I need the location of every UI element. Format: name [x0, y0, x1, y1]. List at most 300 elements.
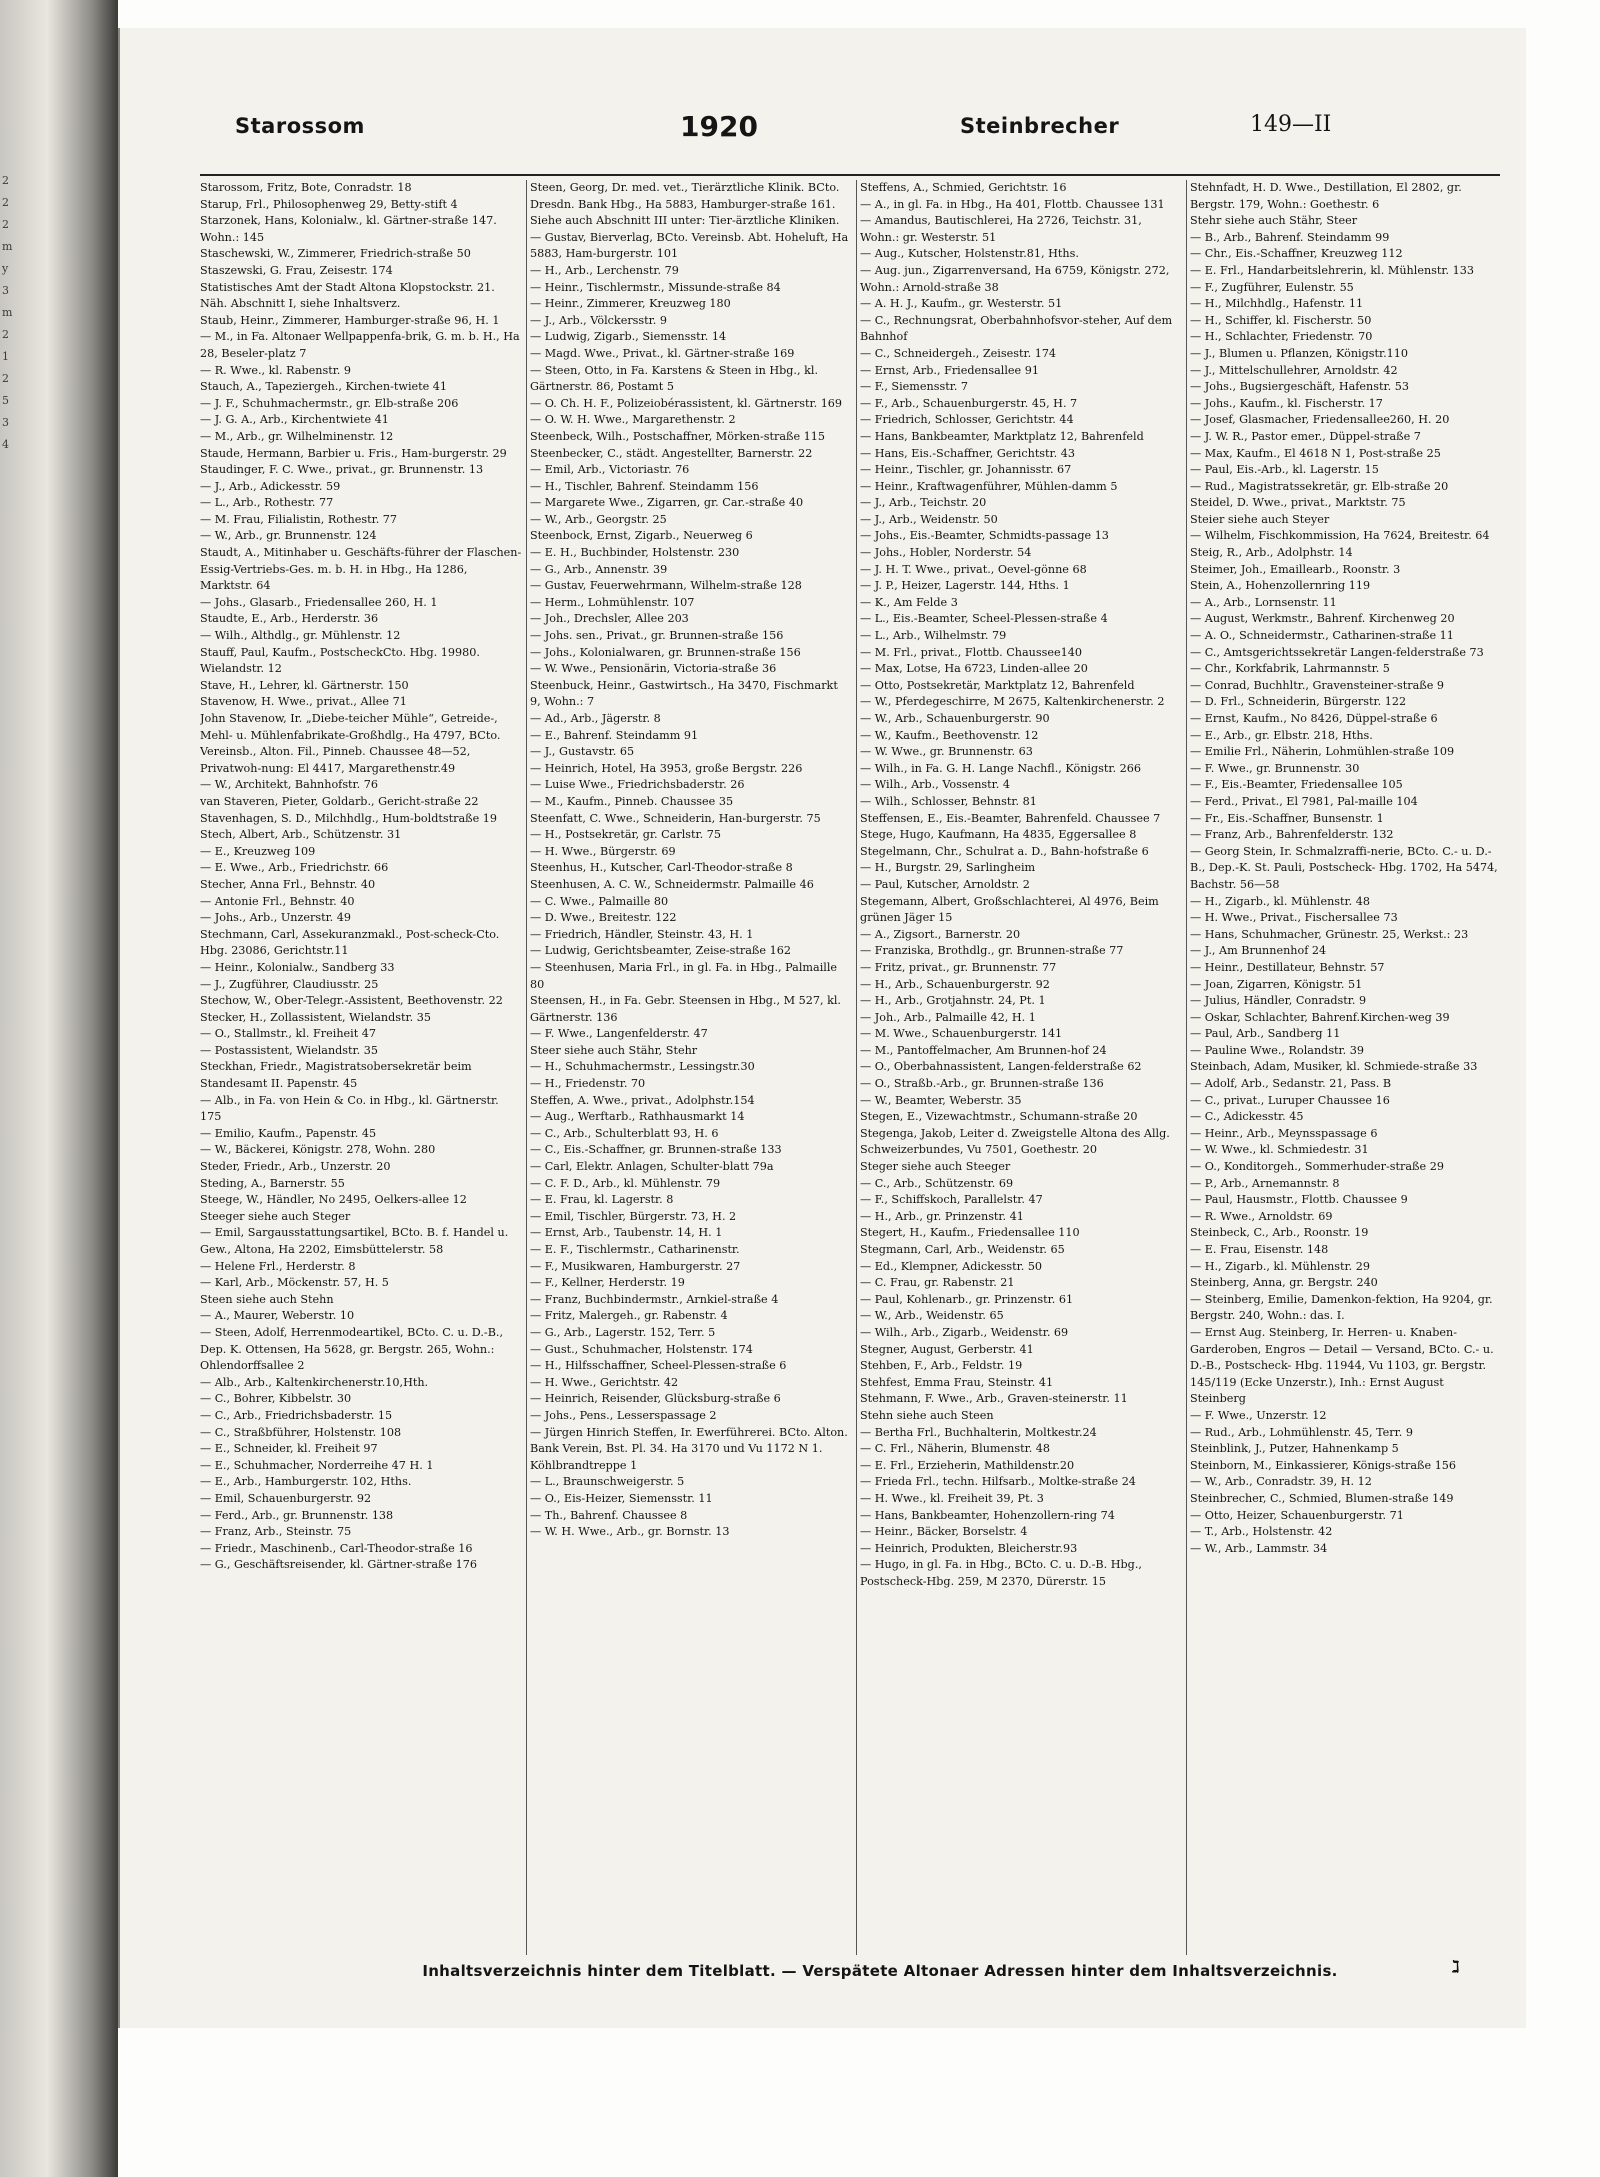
directory-entry: — Oskar, Schlachter, Bahrenf.Kirchen-weg 39 — [1190, 1010, 1450, 1024]
directory-entry: — Herm., Lohmühlenstr. 107 — [530, 595, 695, 609]
directory-entry: — Alb., in Fa. von Hein & Co. in Hbg., kl. Gärtnerstr. 175 — [200, 1093, 499, 1124]
directory-entry: Stegert, H., Kaufm., Friedensallee 110 — [860, 1226, 1080, 1240]
directory-entry: — Ernst Aug. Steinberg, Ir. Herren- u. Knaben-Garderoben, Engros — Detail — Versand, BCto. C.- u. D.-B., Postscheck- Hbg. 11944, Vu 1103, gr. Bergstr. 145/119 (Ecke Unzerstr.), Inh.: Ernst August Steinberg — [1190, 1325, 1494, 1406]
directory-entry: Steinberg, Anna, gr. Bergstr. 240 — [1190, 1276, 1378, 1290]
directory-entry: — W., Architekt, Bahnhofstr. 76 — [200, 778, 379, 792]
directory-entry: — Conrad, Buchhltr., Gravensteiner-straße 9 — [1190, 678, 1445, 692]
directory-entry: — Hans, Eis.-Schaffner, Gerichtstr. 43 — [860, 446, 1076, 460]
directory-entry: Steeger siehe auch Steger — [200, 1209, 351, 1223]
directory-entry: — M., Kaufm., Pinneb. Chaussee 35 — [530, 794, 734, 808]
directory-entry: Stehn siehe auch Steen — [860, 1408, 994, 1422]
directory-entry: — E. Frl., Handarbeitslehrerin, kl. Mühlenstr. 133 — [1190, 263, 1474, 277]
directory-entry: Steimer, Joh., Emaillearb., Roonstr. 3 — [1190, 562, 1401, 576]
directory-entry: Steffensen, E., Eis.-Beamter, Bahrenfeld. Chaussee 7 — [860, 811, 1161, 825]
directory-entry: — Heinrich, Reisender, Glücksburg-straße 6 — [530, 1392, 781, 1406]
directory-entry: — Heinr., Tischler, gr. Johannisstr. 67 — [860, 463, 1072, 477]
directory-entry: — A., Zigsort., Barnerstr. 20 — [860, 927, 1021, 941]
directory-entry: — J., Arb., Weidenstr. 50 — [860, 512, 998, 526]
directory-entry: Steenhus, H., Kutscher, Carl-Theodor-straße 8 — [530, 861, 793, 875]
directory-entry: — Wilh., in Fa. G. H. Lange Nachfl., Königstr. 266 — [860, 761, 1141, 775]
gutter-fragment: 5 — [2, 394, 9, 407]
directory-entry: Staudt, A., Mitinhaber u. Geschäfts-führer der Flaschen-Essig-Vertriebs-Ges. m. b. H. in Hbg., Ha 1286, Marktstr. 64 — [200, 546, 522, 593]
directory-entry: — Emilio, Kaufm., Papenstr. 45 — [200, 1126, 377, 1140]
directory-entry: — J., Mittelschullehrer, Arnoldstr. 42 — [1190, 363, 1398, 377]
directory-entry: — P., Arb., Arnemannstr. 8 — [1190, 1176, 1340, 1190]
directory-entry: — M. Wwe., Schauenburgerstr. 141 — [860, 1027, 1063, 1041]
directory-entry: — A., in gl. Fa. in Hbg., Ha 401, Flottb. Chaussee 131 — [860, 197, 1165, 211]
directory-entry: — Aug. jun., Zigarrenversand, Ha 6759, Königstr. 272, Wohn.: Arnold-straße 38 — [860, 263, 1170, 294]
directory-entry: — M. Frau, Filialistin, Rothestr. 77 — [200, 512, 398, 526]
directory-entry: — Emilie Frl., Näherin, Lohmühlen-straße 109 — [1190, 745, 1455, 759]
directory-entry: — Chr., Eis.-Schaffner, Kreuzweg 112 — [1190, 247, 1403, 261]
directory-entry: — Chr., Korkfabrik, Lahrmannstr. 5 — [1190, 662, 1390, 676]
directory-entry: — E. Frl., Erzieherin, Mathildenstr.20 — [860, 1458, 1075, 1472]
directory-entry: — Amandus, Bautischlerei, Ha 2726, Teichstr. 31, Wohn.: gr. Westerstr. 51 — [860, 214, 1142, 244]
directory-entry: — W., Arb., gr. Brunnenstr. 124 — [200, 529, 377, 543]
directory-entry: Steder, Friedr., Arb., Unzerstr. 20 — [200, 1160, 391, 1174]
directory-entry: — Adolf, Arb., Sedanstr. 21, Pass. B — [1190, 1077, 1392, 1091]
directory-entry: — Josef, Glasmacher, Friedensallee260, H. 20 — [1190, 413, 1450, 427]
directory-entry: — E., Arb., Hamburgerstr. 102, Hths. — [200, 1475, 412, 1489]
directory-entry: — J., Am Brunnenhof 24 — [1190, 944, 1327, 958]
directory-entry: — Rud., Magistratssekretär, gr. Elb-straße 20 — [1190, 479, 1449, 493]
directory-entry: — M., in Fa. Altonaer Wellpappenfa-brik, G. m. b. H., Ha 28, Beseler-platz 7 — [200, 330, 520, 360]
directory-entry: Staudte, E., Arb., Herderstr. 36 — [200, 612, 379, 626]
directory-entry: Steffens, A., Schmied, Gerichtstr. 16 — [860, 181, 1067, 194]
directory-entry: — Emil, Schauenburgerstr. 92 — [200, 1491, 372, 1505]
directory-entry: — Ferd., Arb., gr. Brunnenstr. 138 — [200, 1508, 394, 1522]
directory-entry: — Ferd., Privat., El 7981, Pal-maille 104 — [1190, 794, 1418, 808]
directory-entry: — Paul, Arb., Sandberg 11 — [1190, 1027, 1341, 1041]
directory-entry: — Johs., Pens., Lesserspassage 2 — [530, 1408, 717, 1422]
directory-entry: — R. Wwe., Arnoldstr. 69 — [1190, 1209, 1333, 1223]
directory-entry: — Heinr., Kolonialw., Sandberg 33 — [200, 960, 395, 974]
directory-entry: Steger siehe auch Steeger — [860, 1160, 1011, 1174]
gutter-fragment: y — [2, 262, 9, 275]
directory-entry: Stegelmann, Chr., Schulrat a. D., Bahn-hofstraße 6 — [860, 844, 1149, 858]
directory-entry: Steckhan, Friedr., Magistratsobersekretär beim Standesamt II. Papenstr. 45 — [200, 1060, 472, 1091]
directory-entry: Stave, H., Lehrer, kl. Gärtnerstr. 150 — [200, 678, 409, 692]
directory-entry: — M., Pantoffelmacher, Am Brunnen-hof 24 — [860, 1043, 1107, 1057]
directory-entry: — W., Arb., Lammstr. 34 — [1190, 1541, 1328, 1555]
directory-entry: — Wilh., Arb., Vossenstr. 4 — [860, 778, 1011, 792]
directory-entry: — Heinr., Destillateur, Behnstr. 57 — [1190, 960, 1385, 974]
directory-entry: — Emil, Tischler, Bürgerstr. 73, H. 2 — [530, 1209, 737, 1223]
directory-entry: — H., Arb., Grotjahnstr. 24, Pt. 1 — [860, 994, 1046, 1008]
directory-entry: — F. Wwe., Langenfelderstr. 47 — [530, 1027, 708, 1041]
directory-entry: Stavenow, H. Wwe., privat., Allee 71 — [200, 695, 407, 709]
directory-entry: John Stavenow, Ir. „Diebe-teicher Mühle“, Getreide-, Mehl- u. Mühlenfabrikate-Großhdlg., Ha 4797, BCto. Vereinsb., Alton. Fil., Pinneb. Chaussee 48—52, Privatwoh-nung: El 4417, Margarethenstr.49 — [200, 712, 501, 775]
directory-entry: — E., Arb., gr. Elbstr. 218, Hths. — [1190, 728, 1373, 742]
directory-entry: — C., Schneidergeh., Zeisestr. 174 — [860, 346, 1057, 360]
directory-entry: — M. Frl., privat., Flottb. Chaussee140 — [860, 645, 1082, 659]
directory-entry: — Steinberg, Emilie, Damenkon-fektion, Ha 9204, gr. Bergstr. 240, Wohn.: das. I. — [1190, 1292, 1493, 1323]
directory-entry: — C. Frau, gr. Rabenstr. 21 — [860, 1276, 1015, 1290]
directory-entry: — Johs., Bugsiergeschäft, Hafenstr. 53 — [1190, 380, 1409, 394]
directory-entry: — Heinr., Tischlermstr., Missunde-straße 84 — [530, 280, 781, 294]
directory-entry: — Karl, Arb., Möckenstr. 57, H. 5 — [200, 1276, 389, 1290]
directory-entry: — M., Arb., gr. Wilhelminenstr. 12 — [200, 429, 394, 443]
directory-entry: Steig, R., Arb., Adolphstr. 14 — [1190, 546, 1353, 560]
directory-entry: — G., Arb., Annenstr. 39 — [530, 562, 668, 576]
directory-entry: — O., Straßb.-Arb., gr. Brunnen-straße 136 — [860, 1077, 1104, 1091]
column-1 — [200, 180, 522, 1960]
directory-entry: — Paul, Hausmstr., Flottb. Chaussee 9 — [1190, 1193, 1408, 1207]
directory-entry: — D. Wwe., Breitestr. 122 — [530, 911, 677, 925]
directory-entry: — A., Arb., Lornsenstr. 11 — [1190, 595, 1337, 609]
column-3 — [860, 180, 1182, 1960]
directory-entry: — E. H., Buchbinder, Holstenstr. 230 — [530, 546, 740, 560]
gutter-fragment: 2 — [2, 218, 9, 231]
directory-entry: — H., Burgstr. 29, Sarlingheim — [860, 861, 1036, 875]
directory-entry: — Heinr., Arb., Meynsspassage 6 — [1190, 1126, 1378, 1140]
directory-entry: — H., Zigarb., kl. Mühlenstr. 29 — [1190, 1259, 1370, 1273]
directory-entry: Steinblink, J., Putzer, Hahnenkamp 5 — [1190, 1442, 1399, 1456]
directory-entry: — H., Schlachter, Friedenstr. 70 — [1190, 330, 1373, 344]
directory-entry: — J., Zugführer, Claudiusstr. 25 — [200, 977, 379, 991]
directory-entry: — Emil, Sargausstattungsartikel, BCto. B. f. Handel u. Gew., Altona, Ha 2202, Eimsbüttelerstr. 58 — [200, 1226, 509, 1256]
directory-entry: — H., Arb., Lerchenstr. 79 — [530, 263, 679, 277]
gutter-fragment: 2 — [2, 196, 9, 209]
column-divider — [1186, 180, 1187, 1955]
directory-entry: — Steen, Adolf, Herrenmodeartikel, BCto. C. u. D.-B., Dep. K. Ottensen, Ha 5628, gr. Bergstr. 265, Wohn.: Ohlendorffsallee 2 — [200, 1325, 504, 1373]
directory-entry: — H., Arb., Schauenburgerstr. 92 — [860, 977, 1050, 991]
directory-entry: — F., Siemensstr. 7 — [860, 380, 969, 394]
directory-entry: — Postassistent, Wielandstr. 35 — [200, 1043, 379, 1057]
directory-entry: — E. Frau, Eisenstr. 148 — [1190, 1243, 1329, 1256]
directory-entry: Staub, Heinr., Zimmerer, Hamburger-straße 96, H. 1 — [200, 313, 500, 327]
directory-entry: — Friedrich, Händler, Steinstr. 43, H. 1 — [530, 927, 754, 941]
directory-entry: — A. H. J., Kaufm., gr. Westerstr. 51 — [860, 297, 1063, 311]
directory-entry: — C., privat., Luruper Chaussee 16 — [1190, 1093, 1390, 1107]
directory-entry: Steinborn, M., Einkassierer, Königs-straße 156 — [1190, 1458, 1457, 1472]
directory-entry: — J. H. T. Wwe., privat., Oevel-gönne 68 — [860, 562, 1087, 576]
directory-entry: Steidel, D. Wwe., privat., Marktstr. 75 — [1190, 496, 1406, 510]
directory-entry: — Johs., Hobler, Norderstr. 54 — [860, 546, 1032, 560]
directory-entry: — H., Friedenstr. 70 — [530, 1077, 646, 1091]
directory-entry: — J., Arb., Völckersstr. 9 — [530, 313, 667, 327]
directory-entry: — Wilh., Schlosser, Behnstr. 81 — [860, 794, 1037, 808]
directory-entry: — W. Wwe., Pensionärin, Victoria-straße 36 — [530, 662, 777, 676]
directory-entry: — Ludwig, Zigarb., Siemensstr. 14 — [530, 330, 727, 344]
gutter-fragment: 2 — [2, 174, 9, 187]
directory-entry: Staude, Hermann, Barbier u. Fris., Ham-burgerstr. 29 — [200, 446, 507, 460]
directory-entry: — Emil, Arb., Victoriastr. 76 — [530, 463, 690, 477]
directory-entry: Stauch, A., Tapeziergeh., Kirchen-twiete 41 — [200, 380, 448, 394]
left-page-gutter — [0, 0, 118, 2177]
directory-entry: — G., Geschäftsreisender, kl. Gärtner-straße 176 — [200, 1558, 478, 1572]
directory-entry: — Ludwig, Gerichtsbeamter, Zeise-straße 162 — [530, 944, 791, 958]
directory-entry: — Heinr., Bäcker, Borselstr. 4 — [860, 1525, 1028, 1539]
directory-entry: — C. F. D., Arb., kl. Mühlenstr. 79 — [530, 1176, 721, 1190]
directory-entry: — L., Arb., Rothestr. 77 — [200, 496, 334, 510]
directory-entry: — T., Arb., Holstenstr. 42 — [1190, 1525, 1333, 1539]
directory-entry: — Helene Frl., Herderstr. 8 — [200, 1259, 356, 1273]
directory-entry: Steinbrecher, C., Schmied, Blumen-straße 149 — [1190, 1491, 1454, 1505]
directory-entry: — W., Arb., Conradstr. 39, H. 12 — [1190, 1475, 1372, 1489]
directory-entry: — H., Schiffer, kl. Fischerstr. 50 — [1190, 313, 1372, 327]
directory-entry: — Heinrich, Hotel, Ha 3953, große Bergstr. 226 — [530, 761, 803, 775]
directory-entry: — Franz, Buchbindermstr., Arnkiel-straße 4 — [530, 1292, 779, 1306]
directory-entry: — Franz, Arb., Bahrenfelderstr. 132 — [1190, 828, 1394, 842]
directory-entry: — C. Frl., Näherin, Blumenstr. 48 — [860, 1442, 1051, 1456]
directory-entry: — Ernst, Arb., Taubenstr. 14, H. 1 — [530, 1226, 723, 1240]
gutter-fragment: 3 — [2, 416, 9, 429]
directory-entry: — W., Arb., Schauenburgerstr. 90 — [860, 712, 1050, 725]
directory-entry: Staschewski, W., Zimmerer, Friedrich-straße 50 — [200, 247, 471, 261]
directory-entry: — Johs. sen., Privat., gr. Brunnen-straße 156 — [530, 629, 784, 643]
directory-entry: Steege, W., Händler, No 2495, Oelkers-allee 12 — [200, 1193, 467, 1207]
directory-entry: — J. G. A., Arb., Kirchentwiete 41 — [200, 413, 389, 427]
directory-entry: — Wilh., Arb., Zigarb., Weidenstr. 69 — [860, 1325, 1069, 1339]
directory-entry: — Luise Wwe., Friedrichsbaderstr. 26 — [530, 778, 745, 792]
directory-entry: Steffen, A. Wwe., privat., Adolphstr.154 — [530, 1093, 755, 1107]
directory-entry: — E. Wwe., Arb., Friedrichstr. 66 — [200, 861, 389, 875]
directory-entry: Steer siehe auch Stähr, Stehr — [530, 1043, 698, 1057]
directory-entry: — F., Schiffskoch, Parallelstr. 47 — [860, 1193, 1043, 1207]
directory-entry: — C., Arb., Schulterblatt 93, H. 6 — [530, 1126, 719, 1140]
directory-entry: — H., Arb., gr. Prinzenstr. 41 — [860, 1209, 1024, 1223]
directory-entry: Stege, Hugo, Kaufmann, Ha 4835, Eggersallee 8 — [860, 828, 1137, 842]
directory-entry: Stechmann, Carl, Assekuranzmakl., Post-scheck-Cto. Hbg. 23086, Gerichtstr.11 — [200, 927, 500, 958]
left-keyword: Starossom — [235, 114, 365, 138]
directory-entry: — Johs., Kaufm., kl. Fischerstr. 17 — [1190, 396, 1383, 410]
directory-entry: Steenbuck, Heinr., Gastwirtsch., Ha 3470, Fischmarkt 9, Wohn.: 7 — [530, 678, 838, 709]
directory-entry: — W., Arb., Georgstr. 25 — [530, 512, 667, 526]
directory-entry: — E., Schneider, kl. Freiheit 97 — [200, 1442, 378, 1456]
directory-entry: Starossom, Fritz, Bote, Conradstr. 18 — [200, 181, 412, 194]
directory-entry: — Gustav, Bierverlag, BCto. Vereinsb. Abt. Hoheluft, Ha 5883, Ham-burgerstr. 101 — [530, 230, 849, 261]
directory-entry: — H., Postsekretär, gr. Carlstr. 75 — [530, 828, 721, 842]
directory-entry: — J. P., Heizer, Lagerstr. 144, Hths. 1 — [860, 579, 1070, 593]
year: 1920 — [680, 110, 758, 143]
directory-entry: van Staveren, Pieter, Goldarb., Gericht-straße 22 — [200, 794, 479, 808]
directory-entry: — F., Kellner, Herderstr. 19 — [530, 1276, 685, 1290]
directory-entry: — H., Milchhdlg., Hafenstr. 11 — [1190, 297, 1364, 311]
directory-entry: — J., Blumen u. Pflanzen, Königstr.110 — [1190, 346, 1409, 360]
directory-entry: — H. Wwe., Gerichtstr. 42 — [530, 1375, 679, 1389]
directory-entry: — D. Frl., Schneiderin, Bürgerstr. 122 — [1190, 695, 1407, 709]
directory-entry: — Bertha Frl., Buchhalterin, Moltkestr.24 — [860, 1425, 1097, 1439]
page-number: 149—II — [1250, 112, 1332, 137]
directory-entry: — Johs., Eis.-Beamter, Schmidts-passage 13 — [860, 529, 1109, 543]
directory-entry: — Ed., Klempner, Adickesstr. 50 — [860, 1259, 1043, 1273]
directory-entry: — Fr., Eis.-Schaffner, Bunsenstr. 1 — [1190, 811, 1384, 825]
directory-entry: — Heinr., Kraftwagenführer, Mühlen-damm 5 — [860, 479, 1118, 493]
directory-entry: Staudinger, F. C. Wwe., privat., gr. Brunnenstr. 13 — [200, 463, 484, 477]
directory-entry: — Paul, Kohlenarb., gr. Prinzenstr. 61 — [860, 1292, 1074, 1306]
directory-entry: — Franz, Arb., Steinstr. 75 — [200, 1525, 352, 1539]
directory-entry: Stehfest, Emma Frau, Steinstr. 41 — [860, 1375, 1054, 1389]
page-header — [80, 100, 1360, 143]
directory-entry: Stegen, E., Vizewachtmstr., Schumann-straße 20 — [860, 1110, 1138, 1124]
directory-entry: — Joh., Arb., Palmaille 42, H. 1 — [860, 1010, 1036, 1024]
directory-entry: — Friedrich, Schlosser, Gerichtstr. 44 — [860, 413, 1074, 427]
directory-entry: — O., Konditorgeh., Sommerhuder-straße 29 — [1190, 1160, 1444, 1174]
directory-entry: — Gustav, Feuerwehrmann, Wilhelm-straße 128 — [530, 579, 802, 593]
directory-entry: — Ernst, Arb., Friedensallee 91 — [860, 363, 1039, 377]
directory-entry: — H., Hilfsschaffner, Scheel-Plessen-straße 6 — [530, 1359, 787, 1373]
directory-entry: — L., Arb., Wilhelmstr. 79 — [860, 629, 1007, 643]
directory-entry: — Friedr., Maschinenb., Carl-Theodor-straße 16 — [200, 1541, 473, 1555]
directory-entry: — C., Arb., Friedrichsbaderstr. 15 — [200, 1408, 393, 1422]
directory-entry: — Johs., Arb., Unzerstr. 49 — [200, 911, 352, 925]
directory-entry: — E., Bahrenf. Steindamm 91 — [530, 728, 699, 742]
directory-entry: Stegmann, Carl, Arb., Weidenstr. 65 — [860, 1243, 1065, 1256]
directory-entry: — C., Amtsgerichtssekretär Langen-felderstraße 73 — [1190, 645, 1484, 659]
gutter-fragment: m — [2, 306, 13, 319]
directory-entry: Steding, A., Barnerstr. 55 — [200, 1176, 345, 1190]
directory-entry: Stehmann, F. Wwe., Arb., Graven-steinerstr. 11 — [860, 1392, 1128, 1406]
directory-entry: — W. Wwe., gr. Brunnenstr. 63 — [860, 745, 1033, 759]
directory-entry: — F., Eis.-Beamter, Friedensallee 105 — [1190, 778, 1403, 792]
directory-entry: — B., Arb., Bahrenf. Steindamm 99 — [1190, 230, 1390, 244]
directory-entry: Stegenga, Jakob, Leiter d. Zweigstelle Altona des Allg. Schweizerbundes, Vu 7501, Goethestr. 20 — [860, 1126, 1170, 1157]
directory-entry: — C., Arb., Schützenstr. 69 — [860, 1176, 1014, 1190]
directory-entry: — Hans, Bankbeamter, Hohenzollern-ring 74 — [860, 1508, 1115, 1522]
directory-entry: — C., Rechnungsrat, Oberbahnhofsvor-steher, Auf dem Bahnhof — [860, 313, 1173, 344]
directory-entry: — Rud., Arb., Lohmühlenstr. 45, Terr. 9 — [1190, 1425, 1413, 1439]
directory-entry: — H. Wwe., kl. Freiheit 39, Pt. 3 — [860, 1491, 1044, 1505]
directory-entry: — Steen, Otto, in Fa. Karstens & Steen in Hbg., kl. Gärtnerstr. 86, Postamt 5 — [530, 363, 819, 394]
directory-entry: — C., Straßbführer, Holstenstr. 108 — [200, 1425, 402, 1439]
directory-entry: — W. Wwe., kl. Schmiedestr. 31 — [1190, 1143, 1369, 1157]
directory-entry: — Carl, Elektr. Anlagen, Schulter-blatt 79a — [530, 1160, 774, 1174]
gutter-fragments — [2, 170, 42, 456]
directory-entry: — C., Eis.-Schaffner, gr. Brunnen-straße 133 — [530, 1143, 782, 1157]
directory-entry: Stechow, W., Ober-Telegr.-Assistent, Beethovenstr. 22 — [200, 994, 503, 1008]
directory-entry: — Otto, Postsekretär, Marktplatz 12, Bahrenfeld — [860, 678, 1135, 692]
directory-entry: — C., Bohrer, Kibbelstr. 30 — [200, 1392, 352, 1406]
directory-entry: — Hugo, in gl. Fa. in Hbg., BCto. C. u. D.-B. Hbg., Postscheck-Hbg. 259, M 2370, Dürerstr. 15 — [860, 1558, 1142, 1588]
directory-entry: — O., Oberbahnassistent, Langen-felderstraße 62 — [860, 1060, 1142, 1074]
directory-entry: — O., Eis-Heizer, Siemensstr. 11 — [530, 1491, 713, 1505]
directory-entry: — H., Schuhmachermstr., Lessingstr.30 — [530, 1060, 755, 1074]
directory-entry: — Ad., Arb., Jägerstr. 8 — [530, 712, 661, 725]
directory-entry: — O. Ch. H. F., Polizeiobérassistent, kl. Gärtnerstr. 169 — [530, 396, 843, 410]
directory-entry: — L., Braunschweigerstr. 5 — [530, 1475, 685, 1489]
directory-entry: — Max, Kaufm., El 4618 N 1, Post-straße 25 — [1190, 446, 1441, 460]
directory-entry: — E., Kreuzweg 109 — [200, 844, 316, 858]
directory-entry: Stehr siehe auch Stähr, Steer — [1190, 214, 1358, 228]
directory-entry: — Magd. Wwe., Privat., kl. Gärtner-straße 169 — [530, 346, 795, 360]
directory-entry: — Wilhelm, Fischkommission, Ha 7624, Breitestr. 64 — [1190, 529, 1490, 543]
directory-entry: — Max, Lotse, Ha 6723, Linden-allee 20 — [860, 662, 1088, 676]
directory-entry: Starup, Frl., Philosophenweg 29, Betty-stift 4 — [200, 197, 458, 211]
directory-entry: — G., Arb., Lagerstr. 152, Terr. 5 — [530, 1325, 716, 1339]
directory-entry: — Otto, Heizer, Schauenburgerstr. 71 — [1190, 1508, 1404, 1522]
directory-entry: — Joan, Zigarren, Königstr. 51 — [1190, 977, 1363, 991]
gutter-fragment: 1 — [2, 350, 9, 363]
directory-entry: Steenhusen, A. C. W., Schneidermstr. Palmaille 46 — [530, 877, 814, 891]
directory-entry: — Heinrich, Produkten, Bleicherstr.93 — [860, 1541, 1078, 1555]
directory-entry: — F., Zugführer, Eulenstr. 55 — [1190, 280, 1354, 294]
directory-entry: Stegemann, Albert, Großschlachterei, Al 4976, Beim grünen Jäger 15 — [860, 894, 1159, 925]
directory-entry: Steinbach, Adam, Musiker, kl. Schmiede-straße 33 — [1190, 1060, 1478, 1074]
directory-entry: — H., Zigarb., kl. Mühlenstr. 48 — [1190, 894, 1370, 908]
directory-entry: Statistisches Amt der Stadt Altona Klopstockstr. 21. Näh. Abschnitt I, siehe Inhaltsverz. — [200, 280, 495, 311]
directory-entry: — August, Werkmstr., Bahrenf. Kirchenweg 20 — [1190, 612, 1455, 626]
directory-entry: Stegner, August, Gerberstr. 41 — [860, 1342, 1034, 1356]
directory-entry: Stecher, Anna Frl., Behnstr. 40 — [200, 877, 376, 891]
directory-entry: — Jürgen Hinrich Steffen, Ir. Ewerführerei. BCto. Alton. Bank Verein, Bst. Pl. 34. Ha 3170 und Vu 1172 N 1. Köhlbrandtreppe 1 — [530, 1425, 848, 1472]
directory-entry: Stauff, Paul, Kaufm., PostscheckCto. Hbg. 19980. Wielandstr. 12 — [200, 645, 480, 676]
gutter-fragment: 3 — [2, 284, 9, 297]
directory-entry: — Aug., Werftarb., Rathhausmarkt 14 — [530, 1110, 745, 1124]
directory-entry: — Paul, Kutscher, Arnoldstr. 2 — [860, 877, 1030, 891]
gutter-fragment: 2 — [2, 328, 9, 341]
directory-entry: — H. Wwe., Privat., Fischersallee 73 — [1190, 911, 1398, 925]
column-divider — [856, 180, 857, 1955]
directory-entry: Steinbeck, C., Arb., Roonstr. 19 — [1190, 1226, 1369, 1240]
directory-entry: — Paul, Eis.-Arb., kl. Lagerstr. 15 — [1190, 463, 1379, 477]
directory-entry: — Frieda Frl., techn. Hilfsarb., Moltke-straße 24 — [860, 1475, 1136, 1489]
directory-entry: Siehe auch Abschnitt III unter: Tier-ärztliche Kliniken. — [530, 214, 840, 228]
directory-entry: — F. Wwe., gr. Brunnenstr. 30 — [1190, 761, 1360, 775]
column-4 — [1190, 180, 1500, 1960]
directory-entry: — Fritz, privat., gr. Brunnenstr. 77 — [860, 960, 1057, 974]
directory-entry: — Margarete Wwe., Zigarren, gr. Car.-straße 40 — [530, 496, 804, 510]
directory-entry: — A. O., Schneidermstr., Catharinen-straße 11 — [1190, 629, 1454, 643]
directory-entry: — Heinr., Zimmerer, Kreuzweg 180 — [530, 297, 731, 311]
corner-mark: ℷ — [1452, 1957, 1460, 1976]
directory-entry: — Gust., Schuhmacher, Holstenstr. 174 — [530, 1342, 753, 1356]
directory-entry: — Fritz, Malergeh., gr. Rabenstr. 4 — [530, 1309, 728, 1323]
directory-entry: — Aug., Kutscher, Holstenstr.81, Hths. — [860, 247, 1079, 261]
directory-entry: — E. F., Tischlermstr., Catharinenstr. — [530, 1243, 740, 1256]
directory-entry: Starzonek, Hans, Kolonialw., kl. Gärtner-straße 147. Wohn.: 145 — [200, 214, 497, 244]
directory-entry: Steier siehe auch Steyer — [1190, 512, 1330, 526]
directory-entry: — W., Kaufm., Beethovenstr. 12 — [860, 728, 1039, 742]
directory-entry: Steenbecker, C., städt. Angestellter, Barnerstr. 22 — [530, 446, 813, 460]
directory-entry: — C. Wwe., Palmaille 80 — [530, 894, 669, 908]
directory-entry: — A., Maurer, Weberstr. 10 — [200, 1309, 355, 1323]
gutter-fragment: 4 — [2, 438, 9, 451]
directory-entry: — Antonie Frl., Behnstr. 40 — [200, 894, 355, 908]
directory-entry: — Alb., Arb., Kaltenkirchenerstr.10,Hth. — [200, 1375, 429, 1389]
directory-entry: — C., Adickesstr. 45 — [1190, 1110, 1304, 1124]
directory-entry: — J., Arb., Adickesstr. 59 — [200, 479, 341, 493]
directory-entry: Steen, Georg, Dr. med. vet., Tierärztliche Klinik. BCto. Dresdn. Bank Hbg., Ha 5883, Hamburger-straße 161. — [530, 181, 840, 211]
directory-entry: Stehben, F., Arb., Feldstr. 19 — [860, 1359, 1023, 1373]
directory-entry: Steensen, H., in Fa. Gebr. Steensen in Hbg., M 527, kl. Gärtnerstr. 136 — [530, 994, 841, 1024]
directory-entry: — Th., Bahrenf. Chaussee 8 — [530, 1508, 688, 1522]
directory-entry: — R. Wwe., kl. Rabenstr. 9 — [200, 363, 352, 377]
directory-entry: — W., Pferdegeschirre, M 2675, Kaltenkirchenerstr. 2 — [860, 695, 1165, 709]
directory-entry: — Ernst, Kaufm., No 8426, Düppel-straße 6 — [1190, 712, 1438, 725]
directory-entry: — W., Beamter, Weberstr. 35 — [860, 1093, 1022, 1107]
directory-entry: — J. F., Schuhmachermstr., gr. Elb-straße 206 — [200, 396, 459, 410]
directory-entry: Steenbock, Ernst, Zigarb., Neuerweg 6 — [530, 529, 753, 543]
column-2 — [530, 180, 852, 1960]
gutter-fragment: m — [2, 240, 13, 253]
directory-entry: — K., Am Felde 3 — [860, 595, 958, 609]
directory-entry: — W., Arb., Weidenstr. 65 — [860, 1309, 1004, 1323]
header-rule — [200, 174, 1500, 176]
directory-entry: Stech, Albert, Arb., Schützenstr. 31 — [200, 828, 402, 842]
directory-entry: — E., Schuhmacher, Norderreihe 47 H. 1 — [200, 1458, 434, 1472]
directory-entry: Steen siehe auch Stehn — [200, 1292, 334, 1306]
directory-entry: — Franziska, Brothdlg., gr. Brunnen-straße 77 — [860, 944, 1124, 958]
directory-entry: — Pauline Wwe., Rolandstr. 39 — [1190, 1043, 1365, 1057]
directory-entry: — J., Gustavstr. 65 — [530, 745, 635, 759]
directory-entry: — Steenhusen, Maria Frl., in gl. Fa. in Hbg., Palmaille 80 — [530, 960, 838, 991]
directory-entry: — Julius, Händler, Conradstr. 9 — [1190, 994, 1367, 1008]
directory-entry: — F., Musikwaren, Hamburgerstr. 27 — [530, 1259, 741, 1273]
directory-entry: — Georg Stein, Ir. Schmalzraffi-nerie, BCto. C.- u. D.-B., Dep.-K. St. Pauli, Postscheck- Hbg. 1702, Ha 5474, Bachstr. 56—58 — [1190, 844, 1498, 891]
directory-entry: — W. H. Wwe., Arb., gr. Bornstr. 13 — [530, 1525, 730, 1539]
directory-entry: — H. Wwe., Bürgerstr. 69 — [530, 844, 676, 858]
